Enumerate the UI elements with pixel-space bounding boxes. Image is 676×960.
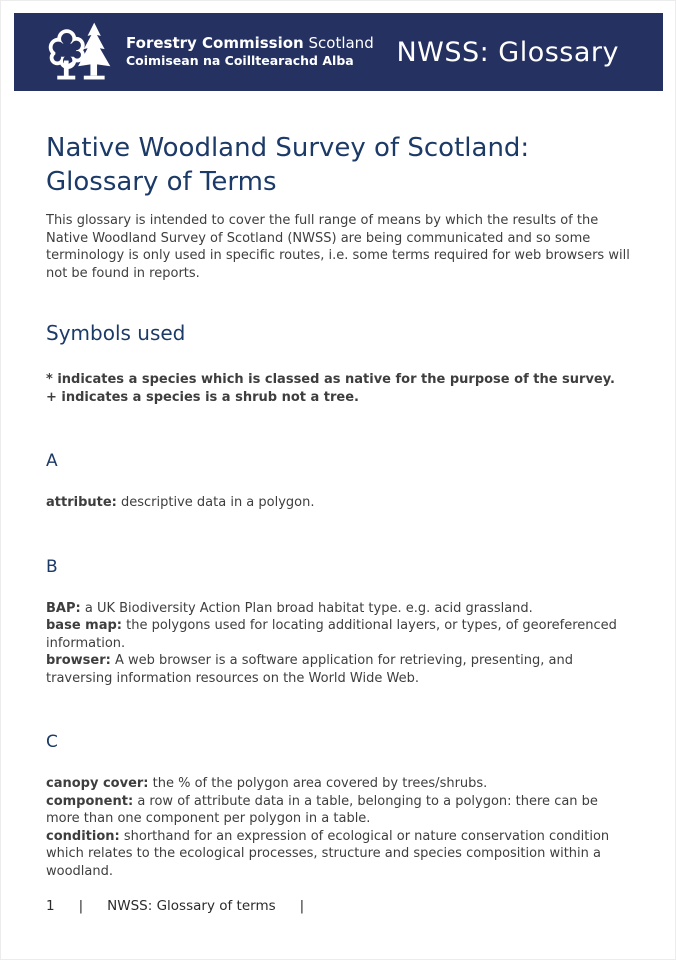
section-b-entries bbox=[46, 600, 631, 688]
symbol-shrub-note: + indicates a species is a shrub not a tree. bbox=[46, 389, 359, 405]
header-banner bbox=[14, 13, 663, 91]
glossary-term: browser: bbox=[46, 653, 111, 668]
glossary-term: attribute: bbox=[46, 495, 117, 510]
glossary-definition: descriptive data in a polygon. bbox=[121, 495, 315, 510]
section-letter-c: C bbox=[46, 732, 58, 752]
glossary-entry-component bbox=[46, 793, 631, 828]
page-title-line2: Glossary of Terms bbox=[46, 167, 277, 197]
glossary-entry-canopy-cover bbox=[46, 775, 631, 793]
glossary-entry-base-map bbox=[46, 617, 631, 652]
glossary-term: BAP: bbox=[46, 600, 81, 616]
glossary-term: component: bbox=[46, 793, 134, 809]
glossary-definition: a UK Biodiversity Action Plan broad habitat type. e.g. acid grassland. bbox=[84, 600, 533, 616]
glossary-definition: the % of the polygon area covered by trees/shrubs. bbox=[152, 776, 488, 791]
symbols-heading: Symbols used bbox=[46, 321, 186, 345]
logo-wordmark bbox=[126, 35, 374, 69]
forestry-commission-logo bbox=[44, 20, 374, 84]
glossary-entry-condition bbox=[46, 828, 631, 881]
glossary-definition: A web browser is a software application for retrieving, presenting, and traversing information resources on the World Wide Web. bbox=[46, 653, 573, 686]
banner-document-title: NWSS: Glossary bbox=[396, 36, 619, 68]
glossary-entry-attribute bbox=[46, 494, 631, 512]
glossary-entry-browser bbox=[46, 652, 631, 687]
logo-org-name bbox=[126, 35, 374, 52]
page-title-line1: Native Woodland Survey of Scotland: bbox=[46, 133, 530, 163]
logo-org-name-region: Scotland bbox=[308, 34, 374, 53]
footer-document-label: NWSS: Glossary of terms bbox=[107, 898, 276, 914]
footer-page-number: 1 bbox=[46, 898, 55, 914]
glossary-term: base map: bbox=[46, 618, 122, 633]
section-letter-b: B bbox=[46, 556, 58, 577]
glossary-definition: shorthand for an expression of ecological or nature conservation condition which relates to the ecological processes, structure and species composition within a woodland. bbox=[46, 828, 610, 879]
symbol-native-note: * indicates a species which is classed as native for the purpose of the survey. bbox=[46, 372, 615, 387]
trees-logo-icon bbox=[44, 20, 116, 84]
intro-paragraph: This glossary is intended to cover the full range of means by which the results of the Native Woodland Survey of Scotland (NWSS) are being communicated and so some terminology is only used in specific routes, i.e. some terms required for web browsers will not be found in reports. bbox=[46, 213, 630, 281]
glossary-entry-bap bbox=[46, 600, 631, 618]
section-letter-a: A bbox=[46, 451, 58, 471]
symbols-legend bbox=[46, 371, 631, 406]
document-content bbox=[46, 91, 631, 880]
glossary-definition: a row of attribute data in a table, belonging to a polygon: there can be more than one component per polygon in a table. bbox=[46, 793, 598, 826]
glossary-term: condition: bbox=[46, 828, 120, 844]
section-a-entries bbox=[46, 494, 631, 512]
glossary-term: canopy cover: bbox=[46, 776, 149, 791]
page-footer bbox=[46, 898, 304, 914]
glossary-definition: the polygons used for locating additional layers, or types, of georeferenced information. bbox=[46, 618, 617, 651]
logo-org-name-bold: Forestry Commission bbox=[126, 34, 304, 53]
footer-separator: | bbox=[78, 898, 84, 914]
logo-org-name-gaelic: Coimisean na Coilltearachd Alba bbox=[126, 53, 354, 69]
page-title bbox=[46, 131, 631, 199]
footer-separator: | bbox=[299, 898, 305, 914]
section-c-entries bbox=[46, 775, 631, 880]
